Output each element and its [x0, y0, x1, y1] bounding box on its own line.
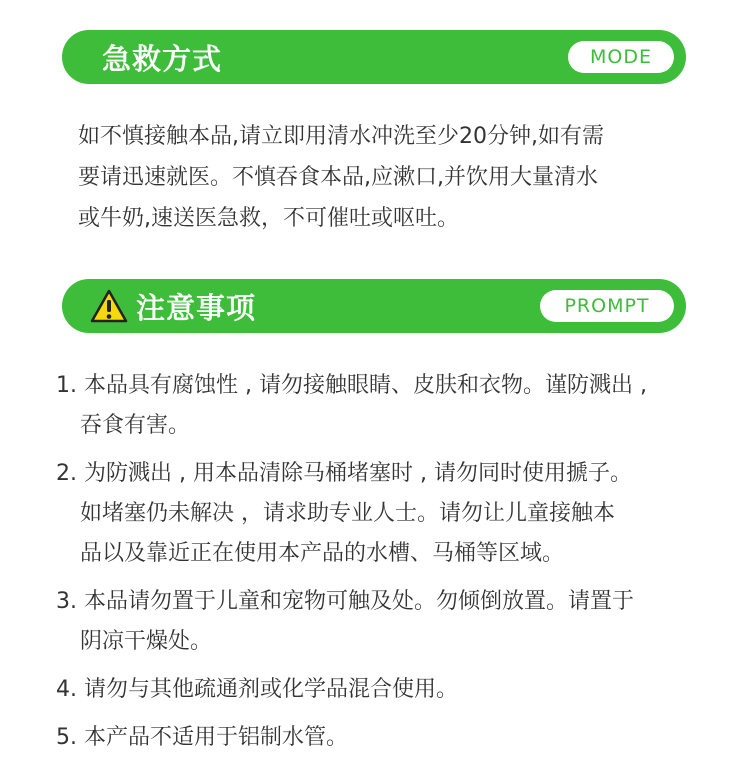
list-item-line: 4. 请勿与其他疏通剂或化学品混合使用。	[56, 677, 458, 702]
first-aid-text	[78, 116, 688, 239]
list-item-line: 5. 本产品不适用于铝制水管。	[56, 725, 348, 750]
list-item	[56, 366, 696, 446]
list-item-line: 阴凉干燥处。	[80, 629, 213, 654]
first-aid-line: 要请迅速就医。不慎吞食本品,应漱口,并饮用大量清水	[78, 165, 598, 190]
first-aid-line: 或牛奶,速送医急救，不可催吐或呕吐。	[78, 206, 459, 231]
list-item-line: 吞食有害。	[80, 413, 191, 438]
list-item	[56, 582, 696, 662]
list-item	[56, 454, 696, 574]
list-item-line: 如堵塞仍未解决 ，请求助专业人士。请勿让儿童接触本	[80, 501, 615, 526]
list-item-line: 3. 本品请勿置于儿童和宠物可触及处。勿倾倒放置。请置于	[56, 589, 634, 614]
list-item-line: 1. 本品具有腐蚀性 , 请勿接触眼睛、皮肤和衣物。谨防溅出 ,	[56, 373, 647, 398]
list-item-line: 2. 为防溅出 , 用本品清除马桶堵塞时 , 请勿同时使用搋子。	[56, 461, 632, 486]
mode-tag: MODE	[568, 41, 674, 73]
first-aid-line: 如不慎接触本品,请立即用清水冲洗至少20分钟,如有需	[78, 124, 604, 149]
prompt-tag: PROMPT	[540, 290, 674, 322]
list-item	[56, 718, 696, 758]
precautions-list	[56, 366, 696, 766]
precautions-title: 注意事项	[136, 290, 257, 325]
first-aid-title: 急救方式	[102, 41, 223, 76]
list-item-line: 品以及靠近正在使用本产品的水槽、马桶等区域。	[80, 541, 565, 566]
list-item	[56, 670, 696, 710]
precautions-banner	[62, 279, 686, 333]
first-aid-banner	[62, 30, 686, 84]
warning-icon	[90, 289, 128, 323]
